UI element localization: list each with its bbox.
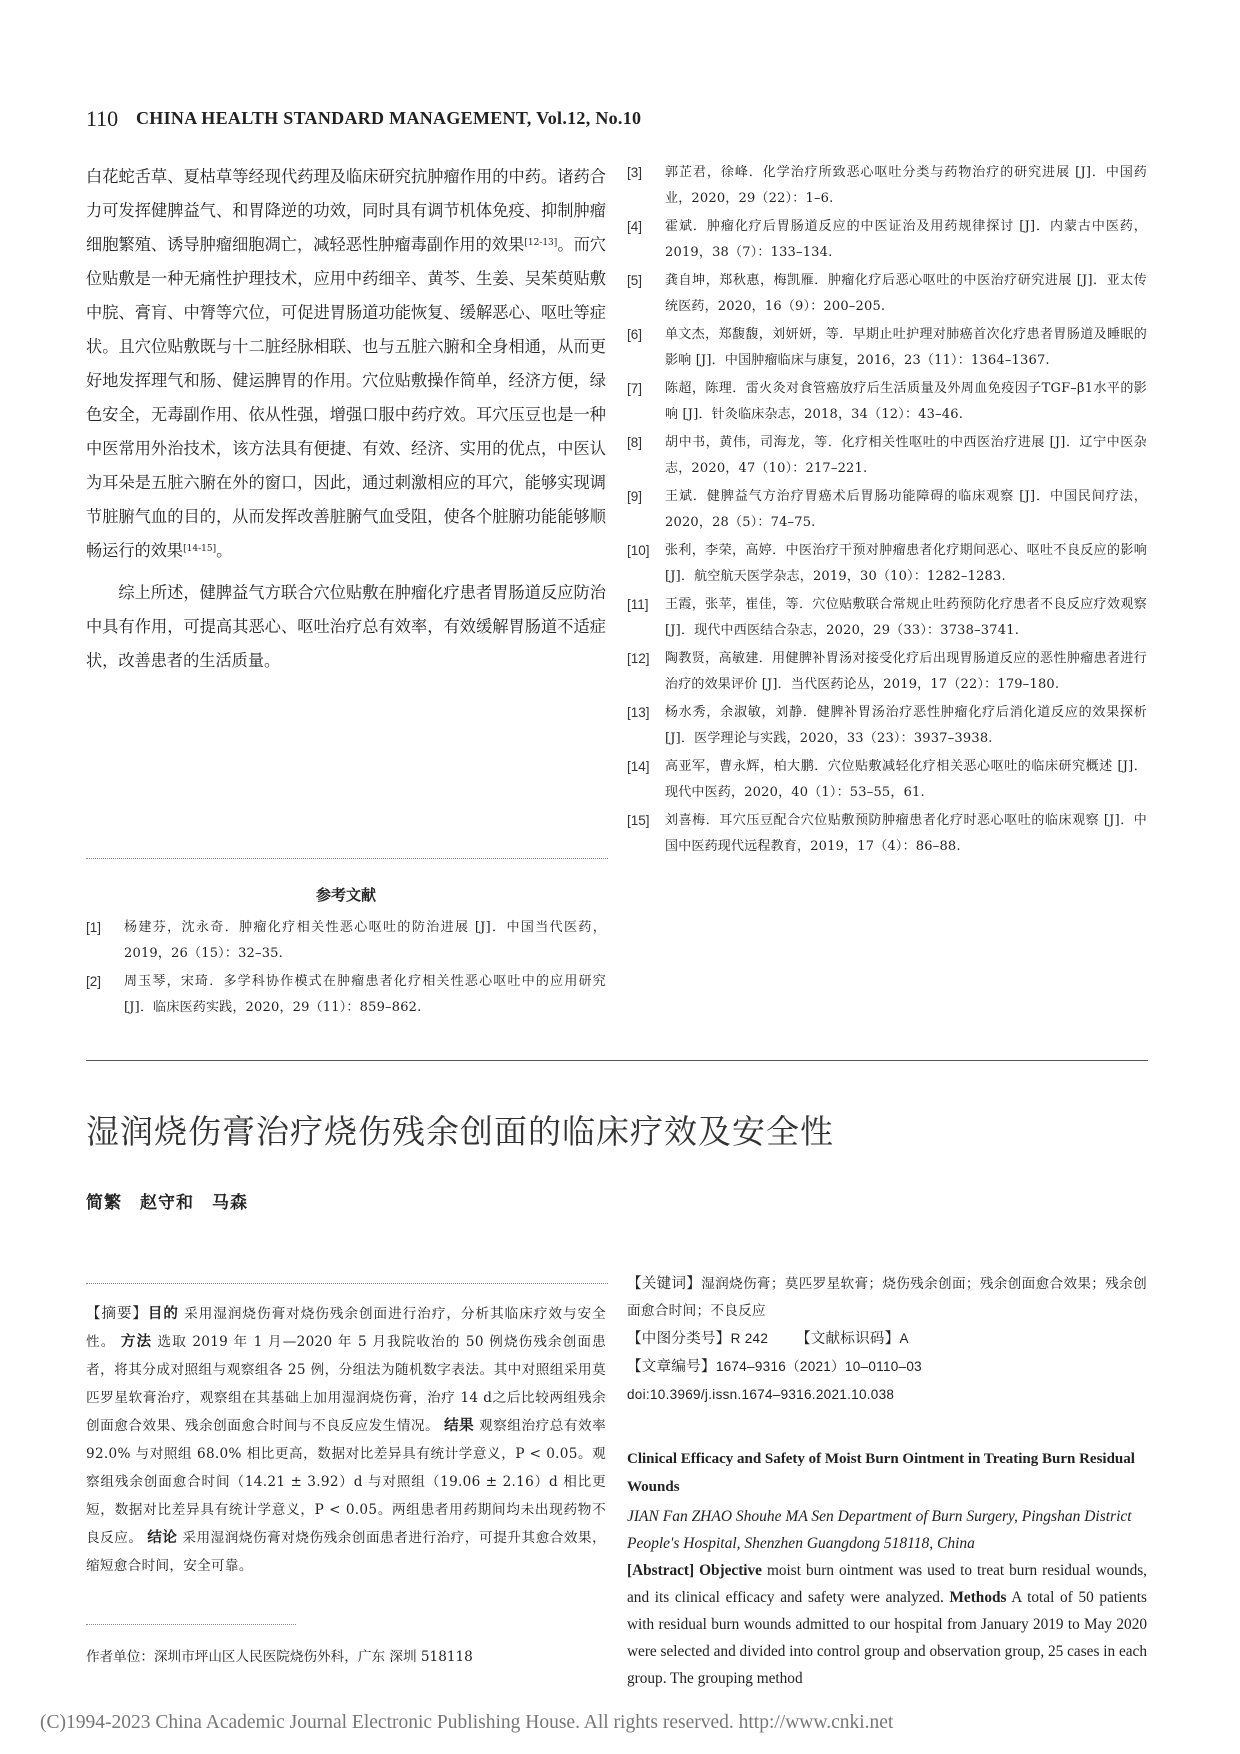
article-metadata: [627, 1271, 1147, 1409]
author-affiliation: 作者单位：深圳市坪山区人民医院烧伤外科，广东 深圳 518118: [86, 1649, 473, 1665]
conclusion-paragraph: 综上所述，健脾益气方联合穴位贴敷在肿瘤化疗患者胃肠道反应防治中具有作用，可提高其恶心、呕吐治疗总有效率，有效缓解胃肠道不适症状，改善患者的生活质量。: [86, 583, 606, 670]
article-no-value: 1674–9316（2021）10–0110–03: [715, 1359, 922, 1374]
reference-item: [11] 王霞，张苹，崔佳，等．穴位贴敷联合常规止吐药预防化疗患者不良反应疗效观察 [J]．现代中西医结合杂志，2020，29（33）：3738–3741.: [627, 597, 1147, 638]
reference-item: [7] 陈超，陈理．雷火灸对食管癌放疗后生活质量及外周血免疫因子TGF–β1水平的影响 [J]．针灸临床杂志，2018，34（12）：43–46.: [627, 381, 1147, 422]
methods-label: 方法: [120, 1334, 153, 1350]
reference-item: [4] 霍斌．肿瘤化疗后胃肠道反应的中医证治及用药规律探讨 [J]．内蒙古中医药，2019，38（7）：133–134.: [627, 219, 1147, 260]
page-number: 110: [86, 106, 119, 131]
en-abstract-label: [Abstract]: [627, 1562, 695, 1579]
english-authors: JIAN Fan ZHAO Shouhe MA Sen Department of Burn Surgery, Pingshan District People's Hospital, Shenzhen Guangdong 518118, China: [627, 1508, 1132, 1552]
references-list-left: [86, 915, 606, 1023]
results-label: 结果: [444, 1418, 475, 1434]
reference-item: [3] 郭芷君，徐峰．化学治疗所致恶心呕吐分类与药物治疗的研究进展 [J]．中国药业，2020，29（22）：1–6.: [627, 165, 1147, 206]
doi: doi:10.3969/j.issn.1674–9316.2021.10.038: [627, 1387, 895, 1402]
objective-label: 目的: [147, 1306, 179, 1322]
running-header: [86, 100, 1146, 140]
reference-item: [8] 胡中书，黄伟，司海龙，等．化疗相关性呕吐的中西医治疗进展 [J]．辽宁中医杂志，2020，47（10）：217–221.: [627, 435, 1147, 476]
reference-item: [14] 高亚军，曹永辉，柏大鹏．穴位贴敷减轻化疗相关恶心呕吐的临床研究概述 [J]．现代中医药，2020，40（1）：53–55，61.: [627, 759, 1147, 800]
article-separator: [86, 1060, 1148, 1061]
english-abstract: [Abstract] Objective moist burn ointment was used to treat burn residual wounds, and its clinical efficacy and safety were analyzed. Methods A total of 50 patients with residual burn wounds admitted to our hospital from January 2019 to May 2020 were selected and divided into control group and observation group, 25 cases in each group. The grouping method: [627, 1562, 1148, 1687]
article-no-label: 【文章编号】: [627, 1359, 716, 1375]
doc-code-label: 【文献标识码】: [795, 1331, 900, 1347]
article-authors: 简繁 赵守和 马森: [86, 1193, 248, 1213]
references-heading: 参考文献: [315, 886, 376, 904]
clc-value: R 242: [730, 1331, 769, 1346]
footnote-divider: [86, 1624, 296, 1625]
reference-item: [10] 张利，李荣，高婷．中医治疗干预对肿瘤患者化疗期间恶心、呕吐不良反应的影响 [J]．航空航天医学杂志，2019，30（10）：1282–1283.: [627, 543, 1147, 584]
doc-code-value: A: [899, 1331, 909, 1346]
abstract-label: 【摘要】: [86, 1306, 148, 1322]
conclusion-label: 结论: [147, 1530, 178, 1546]
journal-name: CHINA HEALTH STANDARD MANAGEMENT, Vol.12, No.10: [136, 108, 642, 128]
section-divider: [86, 858, 608, 859]
citation: [14-15]: [183, 544, 217, 554]
reference-item: [9] 王斌．健脾益气方治疗胃癌术后胃肠功能障碍的临床观察 [J]．中国民间疗法，2020，28（5）：74–75.: [627, 489, 1147, 530]
keywords: 湿润烧伤膏；莫匹罗星软膏；烧伤残余创面；残余创面愈合效果；残余创面愈合时间；不良反应: [627, 1276, 1147, 1319]
references-list-right: [627, 160, 1147, 862]
reference-item: [15] 刘喜梅．耳穴压豆配合穴位贴敷预防肿瘤患者化疗时恶心呕吐的临床观察 [J]．中国中医药现代远程教育，2019，17（4）：86–88.: [627, 813, 1147, 854]
body-text-column: [86, 160, 606, 678]
reference-item: [6] 单文杰，郑馥馥，刘妍妍，等．早期止吐护理对肺癌首次化疗患者胃肠道及睡眠的影响 [J]．中国肿瘤临床与康复，2016，23（11）：1364–1367.: [627, 327, 1147, 368]
chinese-abstract: 【摘要】目的 采用湿润烧伤膏对烧伤残余创面进行治疗，分析其临床疗效与安全性。 方法 选取 2019 年 1 月—2020 年 5 月我院收治的 50 例烧伤残余创面患者，将其分成对照组与观察组各 25 例，分组法为随机数字表法。其中对照组采用莫匹罗星软膏治疗，观察组在其基础上加用湿润烧伤膏，治疗 14 d之后比较两组残余创面愈合效果、残余创面愈合时间与不良反应发生情况。 结果 观察组治疗总有效率 92.0% 与对照组 68.0% 相比更高，数据对比差异具有统计学意义，P < 0.05。观察组残余创面愈合时间（14.21 ± 3.92）d 与对照组（19.06 ± 2.16）d 相比更短，数据对比差异具有统计学意义，P < 0.05。两组患者用药期间均未出现药物不良反应。 结论 采用湿润烧伤膏对烧伤残余创面患者进行治疗，可提升其愈合效果，缩短愈合时间，安全可靠。: [86, 1306, 607, 1574]
reference-item: [12] 陶教贤，高敏建．用健脾补胃汤对接受化疗后出现胃肠道反应的恶性肿瘤患者进行治疗的效果评价 [J]．当代医药论丛，2019，17（22）：179–180.: [627, 651, 1147, 692]
english-title: Clinical Efficacy and Safety of Moist Burn Ointment in Treating Burn Residual Wounds: [627, 1451, 1135, 1495]
reference-item: [13] 杨水秀，余淑敏，刘静．健脾补胃汤治疗恶性肿瘤化疗后消化道反应的效果探析 [J]．医学理论与实践，2020，33（23）：3937–3938.: [627, 705, 1147, 746]
en-methods-label: Methods: [949, 1589, 1007, 1606]
article-title: 湿润烧伤膏治疗烧伤残余创面的临床疗效及安全性: [86, 1112, 834, 1151]
reference-item: [5] 龚自坤，郑秋惠，梅凯雁．肿瘤化疗后恶心呕吐的中医治疗研究进展 [J]．亚太传统医药，2020，16（9）：200–205.: [627, 273, 1147, 314]
keywords-label: 【关键词】: [627, 1276, 702, 1292]
citation: [12-13]: [524, 238, 558, 248]
abstract-divider: [86, 1283, 608, 1284]
clc-label: 【中图分类号】: [627, 1331, 731, 1347]
body-paragraph: 白花蛇舌草、夏枯草等经现代药理及临床研究抗肿瘤作用的中药。诸药合力可发挥健脾益气、和胃降逆的功效，同时具有调节机体免疫、抑制肿瘤细胞繁殖、诱导肿瘤细胞凋亡，减轻恶性肿瘤毒副作用的效果[12-13]。而穴位贴敷是一种无痛性护理技术，应用中药细辛、黄芩、生姜、吴茱萸贴敷中脘、膏肓、中膂等穴位，可促进胃肠道功能恢复、缓解恶心、呕吐等症状。且穴位贴敷既与十二脏经脉相联、也与五脏六腑和全身相通，从而更好地发挥理气和肠、健运脾胃的作用。穴位贴敷操作简单，经济方便，绿色安全，无毒副作用、依从性强，增强口服中药疗效。耳穴压豆也是一种中医常用外治技术，该方法具有便捷、有效、经济、实用的优点，中医认为耳朵是五脏六腑在外的窗口，因此，通过刺激相应的耳穴，能够实现调节脏腑气血的目的，从而发挥改善脏腑气血受阻，使各个脏腑功能能够顺畅运行的效果[14-15]。: [86, 167, 606, 560]
reference-item: [2] 周玉琴，宋琦．多学科协作模式在肿瘤患者化疗相关性恶心呕吐中的应用研究 [J]．临床医药实践，2020，29（11）：859–862.: [86, 974, 606, 1015]
en-objective-label: Objective: [699, 1562, 762, 1579]
copyright-footer: (C)1994-2023 China Academic Journal Electronic Publishing House. All rights reserved. http://www.cnki.net: [40, 1712, 894, 1733]
reference-item: [1] 杨建芬，沈永奇．肿瘤化疗相关性恶心呕吐的防治进展 [J]．中国当代医药，2019，26（15）：32–35.: [86, 920, 606, 961]
